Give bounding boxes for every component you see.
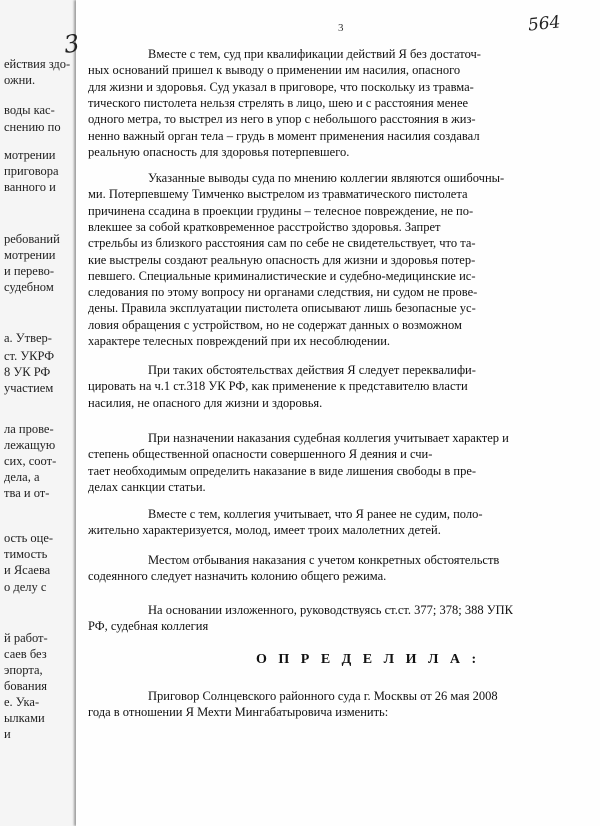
- left-page-fragment: о делу с: [4, 580, 47, 594]
- paragraph-line: жительно характеризуется, молод, имеет троих малолетних детей.: [88, 523, 441, 538]
- paragraph-line: цировать на ч.1 ст.318 УК РФ, как применение к представителю власти: [88, 379, 468, 394]
- paragraph-line: причинена ссадина в проекции грудины – телесное повреждение, не по-: [88, 203, 474, 218]
- left-page-fragment: и перево-: [4, 264, 55, 278]
- left-page-fragment: ействия здо-: [4, 57, 71, 71]
- left-page-fragment: воды кас-: [4, 103, 55, 117]
- paragraph-line: степень общественной опасности совершенного Я деяния и счи-: [88, 447, 433, 462]
- left-page-fragment: тимость: [4, 547, 48, 561]
- paragraph-line: кие выстрелы создают реальную опасность для жизни и здоровья потер-: [88, 252, 476, 267]
- handwritten-page-number: 564: [527, 12, 562, 36]
- left-page-fragment: приговора: [4, 164, 59, 178]
- paragraph-line: ловия обращения с устройством, но не содержат данных о возможном: [88, 317, 462, 332]
- paragraph-line: РФ, судебная коллегия: [88, 619, 209, 634]
- left-page-fragment: а. Утвер-: [4, 331, 52, 345]
- paragraph-line: делах санкции статьи.: [88, 479, 206, 494]
- paragraph-line: следования по этому вопросу ни органами следствия, ни судом не прове-: [88, 285, 478, 300]
- document-page: [76, 0, 600, 826]
- paragraph-line: Вместе с тем, коллегия учитывает, что Я ранее не судим, поло-: [148, 507, 483, 521]
- paragraph-line: дены. Правила эксплуатации пистолета описывают лишь безопасные ус-: [88, 301, 476, 316]
- left-page-fragment: ылками: [4, 711, 45, 725]
- left-page-fragment: ст. УКРФ: [4, 349, 55, 363]
- paragraph-line: певшего. Специальные криминалистические и судебно-медицинские ис-: [88, 268, 476, 283]
- left-page-fragment: сих, соот-: [4, 454, 57, 468]
- left-page-fragment: ла прове-: [4, 422, 54, 436]
- paragraph-line: реальную опасность для здоровья потерпевшего.: [88, 144, 350, 159]
- paragraph-line: На основании изложенного, руководствуясь ст.ст. 377; 378; 388 УПК: [148, 603, 513, 617]
- left-page-fragment: мотрении: [4, 248, 56, 262]
- left-page-fragment: тва и от-: [4, 486, 50, 500]
- left-page-fragment: и: [4, 727, 11, 741]
- left-page-fragment: 8 УК РФ: [4, 365, 51, 379]
- paragraph-line: ных оснований пришел к выводу о применении им насилия, опасного: [88, 63, 461, 78]
- left-page-fragment: ожни.: [4, 73, 36, 87]
- left-page-fragment: судебном: [4, 280, 54, 294]
- paragraph-line: ненно важный орган тела – грудь в момент применения насилия создавал: [88, 128, 480, 143]
- left-page-fragment: и Ясаева: [4, 563, 51, 577]
- paragraph-line: Местом отбывания наказания с учетом конкретных обстоятельств: [148, 553, 500, 567]
- left-page-fragment: лежащую: [4, 438, 56, 452]
- left-page-fragment: эпорта,: [4, 663, 43, 677]
- left-page-fragment: мотрении: [4, 148, 56, 162]
- paragraph-line: стрельбы из близкого расстояния сам по себе не свидетельствует, что та-: [88, 236, 476, 251]
- paragraph-line: влекшее за собой кратковременное расстройство здоровья. Запрет: [88, 219, 441, 234]
- paragraph-line: Указанные выводы суда по мнению коллегии являются ошибочны-: [148, 171, 505, 185]
- final-paragraph-line: года в отношении Я Мехти Мингабатыровича изменить:: [88, 705, 389, 720]
- left-page-fragment: снению по: [4, 120, 61, 134]
- paragraph-line: ми. Потерпевшему Тимченко выстрелом из травматического пистолета: [88, 187, 468, 202]
- paragraph-line: При назначении наказания судебная коллегия учитывает характер и: [148, 431, 509, 445]
- page-number: 3: [338, 22, 344, 34]
- paragraph-line: тического пистолета нельзя стрелять в лицо, шею и с расстояния менее: [88, 95, 469, 110]
- underlying-page-edge: [0, 0, 80, 826]
- handwritten-mark: 3: [62, 29, 82, 59]
- left-page-fragment: саев без: [4, 647, 47, 661]
- left-page-fragment: участием: [4, 381, 54, 395]
- paragraph-line: содеянного следует назначить колонию общего режима.: [88, 569, 387, 584]
- paragraph-line: тает необходимым определить наказание в виде лишения свободы в пре-: [88, 463, 477, 478]
- paragraph-line: характере телесных повреждений при их несоблюдении.: [88, 334, 391, 348]
- left-page-fragment: е. Ука-: [4, 695, 40, 709]
- paragraph-line: Вместе с тем, суд при квалификации действий Я без достаточ-: [148, 47, 481, 61]
- paragraph-line: насилия, не опасного для жизни и здоровья.: [88, 395, 323, 410]
- left-page-fragment: й работ-: [4, 631, 48, 645]
- left-page-fragment: ость оце-: [4, 531, 54, 545]
- left-page-fragment: дела, а: [4, 470, 40, 484]
- left-page-fragment: ванного и: [4, 180, 56, 194]
- left-page-fragment: бования: [4, 679, 48, 693]
- paragraph-line: для жизни и здоровья. Суд указал в приговоре, что поскольку из травма-: [88, 79, 474, 94]
- paragraph-line: При таких обстоятельствах действия Я следует переквалифи-: [148, 363, 476, 377]
- paragraph-line: одного метра, то выстрел из него в упор с небольшого расстояния в жиз-: [88, 112, 476, 127]
- left-page-fragment: ребований: [4, 232, 60, 246]
- final-paragraph-line: Приговор Солнцевского районного суда г. Москвы от 26 мая 2008: [148, 689, 498, 703]
- ruling-heading: О П Р Е Д Е Л И Л А :: [256, 652, 481, 667]
